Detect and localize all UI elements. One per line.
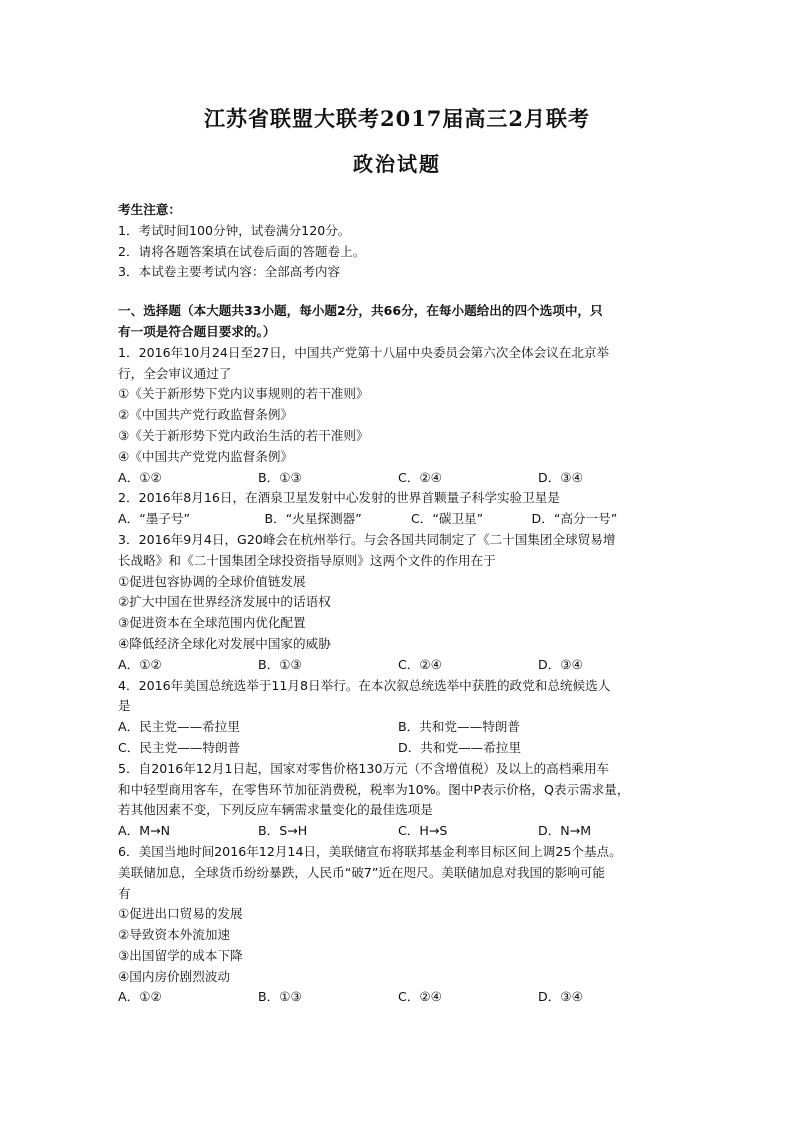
- question-item: ①《关于新形势下党内议事规则的若干准则》: [118, 386, 369, 402]
- question-stem: 行，全会审议通过了: [118, 365, 232, 381]
- question-item: ②《中国共产党行政监督条例》: [118, 407, 294, 423]
- question-item: ②导致资本外流加速: [118, 927, 231, 943]
- option-d: D．共和党——希拉里: [398, 739, 522, 755]
- option-b: B．①③: [258, 656, 302, 672]
- notice-item: 3．本试卷主要考试内容：全部高考内容: [118, 264, 341, 280]
- option-a: A．①②: [118, 656, 162, 672]
- question-stem: 2．2016年8月16日，在酒泉卫星发射中心发射的世界首颗量子科学实验卫星是: [118, 490, 560, 506]
- option-c: C．“碳卫星”: [410, 511, 484, 527]
- answer-options: [118, 738, 678, 759]
- answer-options: [118, 987, 678, 1008]
- option-d: D．“高分一号”: [531, 511, 618, 527]
- option-c: C．②④: [398, 989, 442, 1005]
- option-a: A．①②: [118, 989, 162, 1005]
- option-b: B．“火星探测器”: [264, 511, 362, 527]
- question-stem: 6．美国当地时间2016年12月14日，美联储宣布将联邦基金利率目标区间上调25个基点。: [118, 843, 622, 859]
- option-b: B．①③: [258, 469, 302, 485]
- notice-item: 2．请将各题答案填在试卷后面的答题卷上。: [118, 243, 366, 259]
- question-stem: 长战略》和《二十国集团全球投资指导原则》这两个文件的作用在于: [118, 552, 496, 568]
- page-title: 江苏省联盟大联考2017届高三2月联考: [203, 106, 591, 131]
- answer-options: [118, 655, 678, 676]
- answer-options: [118, 717, 678, 738]
- option-b: B．共和党——特朗普: [398, 719, 520, 735]
- question-stem: 1．2016年10月24日至27日，中国共产党第十八届中央委员会第六次全体会议在北京举: [118, 344, 610, 360]
- option-a: A．①②: [118, 469, 162, 485]
- option-a: A．“墨子号”: [118, 511, 191, 527]
- option-d: D．N→M: [538, 823, 592, 839]
- answer-options: [118, 821, 678, 842]
- option-b: B．①③: [258, 989, 302, 1005]
- question-stem: 3．2016年9月4日，G20峰会在杭州举行。与会各国共同制定了《二十国集团全球贸易增: [118, 531, 616, 547]
- exam-body: [118, 200, 678, 1008]
- page-subtitle: 政治试题: [353, 152, 441, 176]
- option-c: C．民主党——特朗普: [118, 739, 241, 755]
- question-item: ①促进包容协调的全球价值链发展: [118, 573, 306, 589]
- question-stem: 美联储加息，全球货币纷纷暴跌，人民币“破7”近在咫尺。美联储加息对我国的影响可能: [118, 864, 606, 880]
- question-item: ③《关于新形势下党内政治生活的若干准则》: [118, 427, 369, 443]
- option-c: C．②④: [398, 656, 442, 672]
- question-stem: 5．自2016年12月1日起，国家对零售价格130万元（不含增值税）及以上的高档乘用车: [118, 760, 610, 776]
- question-item: ①促进出口贸易的发展: [118, 906, 243, 922]
- notice-heading: 考生注意：: [118, 202, 181, 217]
- question-item: ③出国留学的成本下降: [118, 947, 243, 963]
- question-stem: 若其他因素不变，下列反应车辆需求量变化的最佳选项是: [118, 802, 433, 818]
- option-d: D．③④: [538, 656, 583, 672]
- question-item: ④《中国共产党党内监督条例》: [118, 448, 294, 464]
- option-b: B．S→H: [258, 823, 308, 839]
- question-item: ②扩大中国在世界经济发展中的话语权: [118, 594, 331, 610]
- question-item: ④国内房价剧烈波动: [118, 968, 231, 984]
- option-a: A．M→N: [118, 823, 171, 839]
- question-stem: 有: [118, 885, 131, 901]
- question-item: ③促进资本在全球范围内优化配置: [118, 615, 306, 631]
- option-d: D．③④: [538, 989, 583, 1005]
- notice-item: 1．考试时间100分钟，试卷满分120分。: [118, 222, 351, 238]
- question-stem: 是: [118, 698, 131, 714]
- option-c: C．H→S: [398, 823, 448, 839]
- answer-options: [118, 509, 678, 530]
- question-item: ④降低经济全球化对发展中国家的威胁: [118, 635, 331, 651]
- question-stem: 4．2016年美国总统选举于11月8日举行。在本次叙总统选举中获胜的政党和总统候选人: [118, 677, 611, 693]
- option-c: C．②④: [398, 469, 442, 485]
- option-d: D．③④: [538, 469, 583, 485]
- option-a: A．民主党——希拉里: [118, 719, 240, 735]
- answer-options: [118, 468, 678, 489]
- question-stem: 和中轻型商用客车，在零售环节加征消费税，税率为10%。图中P表示价格，Q表示需求量，: [118, 781, 630, 797]
- section-heading: 有一项是符合题目要求的。）: [118, 323, 276, 339]
- section-heading: 一、选择题（本大题共33小题，每小题2分，共66分，在每小题给出的四个选项中，只: [118, 303, 603, 319]
